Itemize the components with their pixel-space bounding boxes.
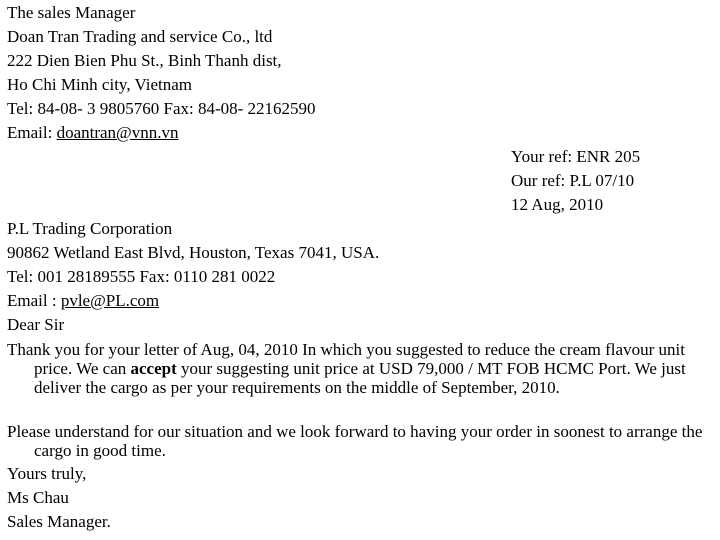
signer-name: Ms Chau (7, 488, 69, 507)
p1-text-a: Thank you for your letter of Aug, 04, 2010 In which you suggested to reduce the cream flavour unit price. We can (7, 340, 685, 378)
recipient-phone: Tel: 001 28189555 Fax: 0110 281 0022 (7, 267, 276, 286)
recipient-email-line (7, 289, 159, 313)
closing: Yours truly, (7, 464, 87, 483)
body-paragraph-2: Please understand for our situation and we look forward to having your order in soonest to arrange the cargo in good time. (7, 422, 703, 460)
recipient-address: 90862 Wetland East Blvd, Houston, Texas 7041, USA. (7, 243, 380, 262)
letter-date: 12 Aug, 2010 (511, 195, 604, 214)
p1-bold-accept: accept (130, 359, 177, 378)
body-paragraph-1 (7, 340, 713, 397)
sender-street: 222 Dien Bien Phu St., Binh Thanh dist, (7, 51, 282, 70)
sender-phone: Tel: 84-08- 3 9805760 Fax: 84-08- 22162590 (7, 99, 316, 118)
recipient-email-prefix: Email : (7, 291, 61, 310)
sender-email-line (7, 121, 178, 145)
sender-email-link[interactable]: doantran@vnn.vn (56, 123, 179, 142)
sender-company: Doan Tran Trading and service Co., ltd (7, 27, 273, 46)
your-ref: Your ref: ENR 205 (511, 147, 641, 166)
recipient-email-link[interactable]: pvle@PL.com (60, 291, 160, 310)
p1-text-b: your suggesting unit price at USD 79,000 / MT FOB HCMC Port. We just deliver the cargo as per your requirements on the middle of September, 2010. (34, 359, 686, 397)
signer-position: Sales Manager. (7, 512, 111, 531)
recipient-company: P.L Trading Corporation (7, 219, 173, 238)
salutation: Dear Sir (7, 315, 65, 334)
sender-email-prefix: Email: (7, 123, 57, 142)
sender-title: The sales Manager (7, 3, 136, 22)
our-ref: Our ref: P.L 07/10 (511, 171, 635, 190)
sender-city: Ho Chi Minh city, Vietnam (7, 75, 193, 94)
